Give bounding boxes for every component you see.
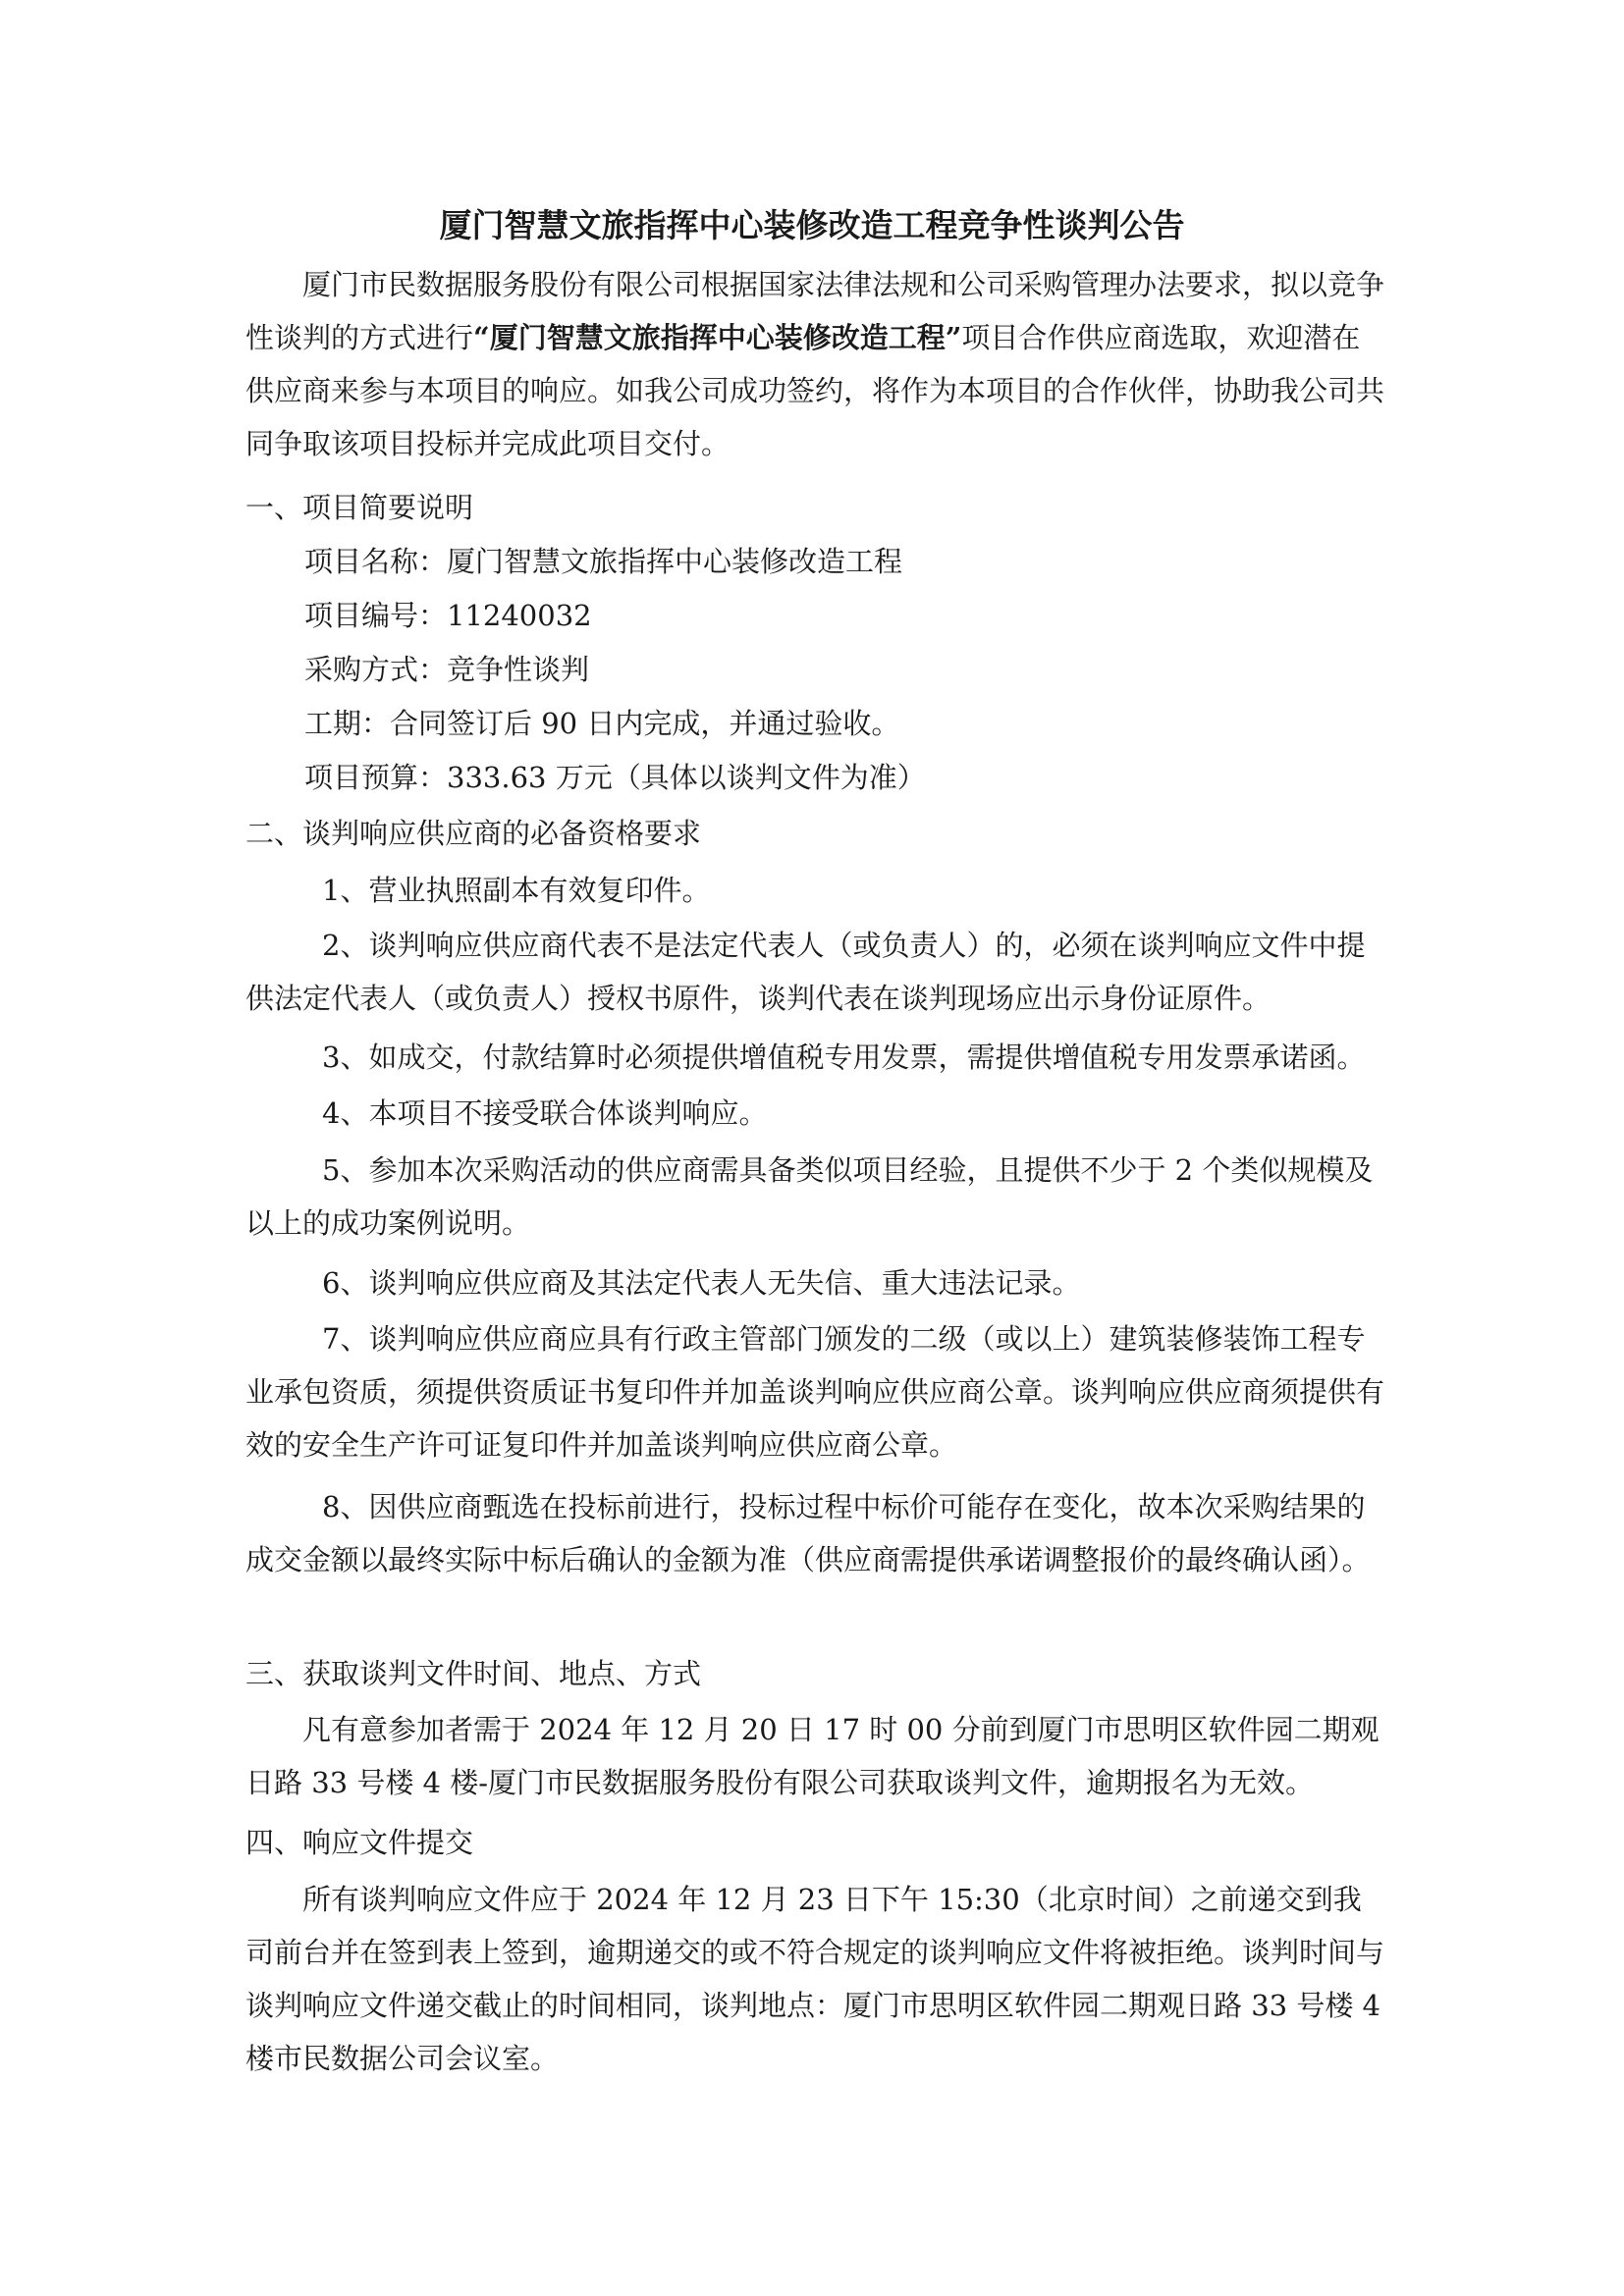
section-heading-3: 三、获取谈判文件时间、地点、方式 bbox=[245, 1657, 702, 1690]
requirement-item-3: 3、如成交，付款结算时必须提供增值税专用发票，需提供增值税专用发票承诺函。 bbox=[322, 1041, 1366, 1074]
document-acquisition-paragraph: 凡有意参加者需于 2024 年 12 月 20 日 17 时 00 分前到厦门市思明区软件园二期观日路 33 号楼 4 楼-厦门市民数据服务股份有限公司获取谈判文件，逾期报名为无效。 bbox=[245, 1713, 1380, 1799]
section-heading-2: 二、谈判响应供应商的必备资格要求 bbox=[245, 817, 702, 850]
intro-text-after: 项目合作供应商选取，欢迎潜在供应商来参与本项目的响应。如我公司成功签约，将作为本项目的合作伙伴，协助我公司共同争取该项目投标并完成此项目交付。 bbox=[245, 321, 1385, 460]
budget-line: 项目预算：333.63 万元（具体以谈判文件为准） bbox=[304, 761, 926, 794]
section-heading-4: 四、响应文件提交 bbox=[245, 1826, 474, 1859]
requirement-item-1: 1、营业执照副本有效复印件。 bbox=[322, 874, 711, 907]
intro-paragraph bbox=[245, 258, 1384, 470]
submission-paragraph: 所有谈判响应文件应于 2024 年 12 月 23 日下午 15:30（北京时间）之前递交到我司前台并在签到表上签到，逾期递交的或不符合规定的谈判响应文件将被拒绝。谈判时间与谈判响应文件递交截止的时间相同，谈判地点：厦门市思明区软件园二期观日路 33 号楼 4 楼市民数据公司会议室。 bbox=[245, 1883, 1385, 2075]
requirement-item-4: 4、本项目不接受联合体谈判响应。 bbox=[322, 1096, 768, 1130]
project-number-line: 项目编号：11240032 bbox=[304, 599, 592, 632]
intro-project-name: “厦门智慧文旅指挥中心装修改造工程” bbox=[473, 321, 962, 354]
project-name-line: 项目名称：厦门智慧文旅指挥中心装修改造工程 bbox=[304, 545, 903, 578]
requirement-item-7: 7、谈判响应供应商应具有行政主管部门颁发的二级（或以上）建筑装修装饰工程专业承包资质，须提供资质证书复印件并加盖谈判响应供应商公章。谈判响应供应商须提供有效的安全生产许可证复印件并加盖谈判响应供应商公章。 bbox=[245, 1322, 1385, 1462]
duration-line: 工期：合同签订后 90 日内完成，并通过验收。 bbox=[304, 707, 900, 740]
section-heading-1: 一、项目简要说明 bbox=[245, 491, 474, 524]
requirement-item-5: 5、参加本次采购活动的供应商需具备类似项目经验，且提供不少于 2 个类似规模及以上的成功案例说明。 bbox=[245, 1153, 1374, 1240]
intro-text-before: 厦门市民数据服务股份有限公司根据国家法律法规和公司采购管理办法要求，拟以竞争性谈判的方式进行 bbox=[245, 268, 1385, 354]
requirement-item-8: 8、因供应商甄选在投标前进行，投标过程中标价可能存在变化，故本次采购结果的成交金额以最终实际中标后确认的金额为准（供应商需提供承诺调整报价的最终确认函）。 bbox=[245, 1490, 1371, 1576]
requirement-item-6: 6、谈判响应供应商及其法定代表人无失信、重大违法记录。 bbox=[322, 1266, 1081, 1300]
procurement-method-line: 采购方式：竞争性谈判 bbox=[304, 653, 590, 686]
page-title: 厦门智慧文旅指挥中心装修改造工程竞争性谈判公告 bbox=[439, 206, 1185, 244]
requirement-item-2: 2、谈判响应供应商代表不是法定代表人（或负责人）的，必须在谈判响应文件中提供法定代表人（或负责人）授权书原件，谈判代表在谈判现场应出示身份证原件。 bbox=[245, 929, 1366, 1015]
